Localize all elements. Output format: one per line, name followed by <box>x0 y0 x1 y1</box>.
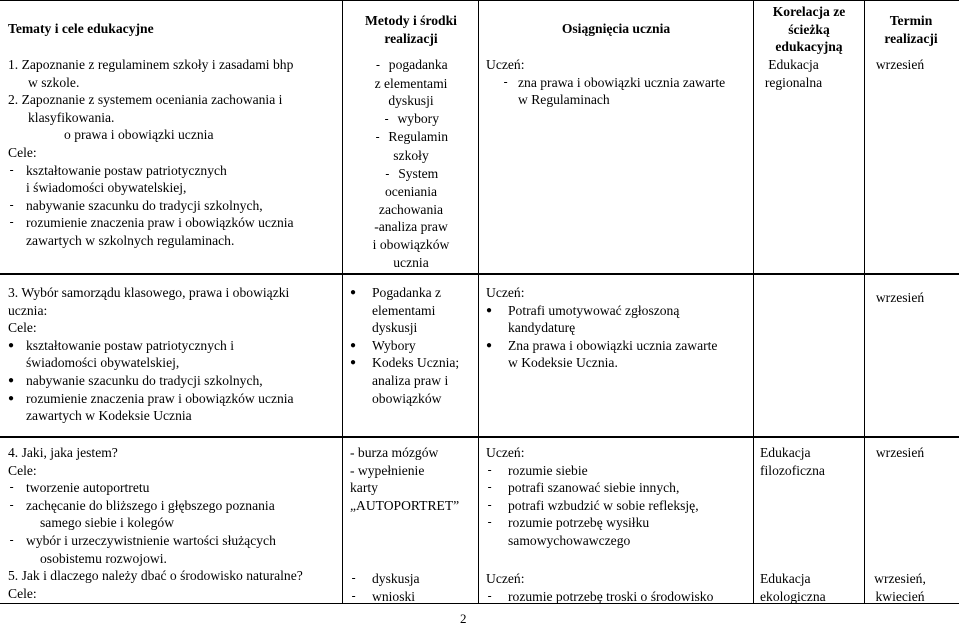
goal-item-cont: samego siebie i kolegów <box>40 515 175 531</box>
term-line: kwiecień <box>875 588 925 604</box>
method-item: ● Kodeks Ucznia; <box>350 355 460 371</box>
goal-item: - tworzenie autoportretu <box>8 480 150 496</box>
goal-item-cont: i świadomości obywatelskiej, <box>26 180 187 196</box>
goal-item: - nabywanie szacunku do tradycji szkolnych, <box>8 197 263 213</box>
row2-achievements <box>486 284 750 372</box>
method-item-cont: z elementami <box>374 75 448 91</box>
topic-item-2-cont: klasyfikowania. <box>28 109 115 125</box>
method-item-cont: analiza praw i <box>372 372 449 388</box>
col-divider-2 <box>478 0 479 604</box>
achievement-item: - rozumie siebie <box>486 462 588 478</box>
method-item: ● Wybory <box>350 337 416 353</box>
goal-item: - kształtowanie postaw patriotycznych <box>8 162 227 178</box>
row3-correlation-5 <box>760 570 860 605</box>
method-item-cont: i obowiązków <box>372 236 450 252</box>
row3-topics <box>8 444 340 602</box>
col-divider-4 <box>864 0 865 604</box>
goal-item: ● nabywanie szacunku do tradycji szkolnych, <box>8 372 263 388</box>
correlation-line: regionalna <box>764 74 823 90</box>
method-item: - System <box>383 165 439 181</box>
achievement-item-cont: w Kodeksie Ucznia. <box>508 355 618 371</box>
row1-methods <box>346 56 476 271</box>
method-item-cont: obowiązków <box>372 390 442 406</box>
method-item: - wnioski <box>350 588 416 604</box>
method-item: - wypełnienie <box>350 462 425 478</box>
method-item: -analiza praw <box>374 219 448 235</box>
topic-subitem: o prawa i obowiązki ucznia <box>64 127 214 143</box>
topic-title-cont: ucznia: <box>8 302 48 318</box>
row3-methods-5 <box>350 570 476 605</box>
achievements-label: Uczeń: <box>486 57 525 72</box>
goals-label: Cele: <box>8 585 37 601</box>
achievement-item: - rozumie potrzebę troski o środowisko <box>486 588 714 604</box>
achievement-item: - zna prawa i obowiązki ucznia zawarte <box>502 74 726 90</box>
topic-item-1: 1. Zapoznanie z regulaminem szkoły i zasadami bhp <box>8 57 294 72</box>
goal-item: - wybór i urzeczywistnienie wartości służących <box>8 532 276 548</box>
goal-item-cont: zawartych w Kodeksie Ucznia <box>26 408 192 424</box>
header-methods: Metody i środki realizacji <box>365 13 457 46</box>
achievement-item: - rozumie potrzebę wysiłku <box>486 515 650 531</box>
correlation-line: Edukacja <box>760 445 811 460</box>
row2-term: wrzesień <box>875 290 925 305</box>
goal-item-cont: świadomości obywatelskiej, <box>26 355 180 371</box>
goal-item-cont: zawartych w szkolnych regulaminach. <box>26 232 235 248</box>
method-item: ● Pogadanka z <box>350 285 442 300</box>
goals-label: Cele: <box>8 462 37 478</box>
goals-label: Cele: <box>8 320 37 336</box>
topic-item-1-cont: w szkole. <box>28 74 80 90</box>
row2-topics <box>8 284 340 425</box>
row1-achievements <box>486 56 750 109</box>
row1-term: wrzesień <box>875 57 925 72</box>
method-item-cont: karty <box>350 480 378 496</box>
row-divider-1 <box>0 273 959 275</box>
achievement-item: ● Zna prawa i obowiązki ucznia zawarte <box>486 337 718 353</box>
goals-label: Cele: <box>8 144 37 160</box>
achievements-label: Uczeń: <box>486 285 525 300</box>
achievements-label: Uczeń: <box>486 445 525 460</box>
goal-item: - zachęcanie do bliższego i głębszego poznania <box>8 497 275 513</box>
achievement-item: ● Potrafi umotywować zgłoszoną <box>486 302 680 318</box>
method-item-cont: szkoły <box>393 147 429 163</box>
topic-title: 4. Jaki, jaka jestem? <box>8 445 118 460</box>
achievement-item-cont: w Regulaminach <box>518 92 610 108</box>
method-item: - burza mózgów <box>350 445 439 460</box>
goal-item: - rozumienie znaczenia praw i obowiązków ucznia <box>8 215 294 231</box>
method-item-cont: oceniania <box>384 184 438 200</box>
row1-correlation <box>756 56 831 91</box>
row1-topics <box>8 56 340 250</box>
header-achievements: Osiągnięcia ucznia <box>561 21 671 36</box>
correlation-line: ekologiczna <box>760 588 826 604</box>
method-item-cont: „AUTOPORTRET” <box>350 497 460 513</box>
row3-term: wrzesień <box>875 445 925 460</box>
method-item-cont: elementami <box>372 302 436 318</box>
topic-title: 5. Jak i dlaczego należy dbać o środowisko naturalne? <box>8 568 303 584</box>
row3-methods <box>350 444 476 514</box>
row-divider-2 <box>0 436 959 438</box>
method-item: - Regulamin <box>373 129 449 145</box>
achievements-label: Uczeń: <box>486 571 525 586</box>
method-item-cont: zachowania <box>378 201 444 217</box>
header-topics: Tematy i cele edukacyjne <box>8 21 154 36</box>
row3-term-5 <box>866 570 934 605</box>
method-item-cont: ucznia <box>393 254 429 270</box>
achievement-item: - potrafi szanować siebie innych, <box>486 480 680 496</box>
row2-methods <box>350 284 476 407</box>
achievement-item-cont: kandydaturę <box>508 320 576 336</box>
col-divider-3 <box>753 0 754 604</box>
achievement-item: - potrafi wzbudzić w sobie refleksję, <box>486 497 699 513</box>
method-item: - pogadanka <box>374 57 448 72</box>
correlation-line: filozoficzna <box>760 462 825 478</box>
goal-item: ● kształtowanie postaw patriotycznych i <box>8 337 234 353</box>
topic-title: 3. Wybór samorządu klasowego, prawa i obowiązki <box>8 285 290 300</box>
method-item: - wybory <box>383 110 439 126</box>
col-divider-1 <box>342 0 343 604</box>
correlation-line: Edukacja <box>768 57 819 72</box>
method-item-cont: dyskusji <box>372 320 418 336</box>
row3-achievements-5 <box>486 570 750 605</box>
term-line: wrzesień, <box>874 571 926 586</box>
row3-correlation <box>760 444 860 479</box>
page-number: 2 <box>460 611 467 626</box>
correlation-line: Edukacja <box>760 571 811 586</box>
header-correlation: Korelacja ze ścieżką edukacyjną <box>772 4 846 55</box>
topic-item-2: 2. Zapoznanie z systemem oceniania zachowania i <box>8 92 283 108</box>
header-term: Termin realizacji <box>884 13 938 46</box>
table-border-top <box>0 0 959 1</box>
method-item: - dyskusja <box>350 571 420 586</box>
method-item-cont: dyskusji <box>388 93 434 109</box>
row3-achievements <box>486 444 750 550</box>
goal-item-cont: osobistemu rozwojowi. <box>40 550 167 566</box>
achievement-item-cont: samowychowawczego <box>508 532 631 548</box>
goal-item: ● rozumienie znaczenia praw i obowiązków ucznia <box>8 390 294 406</box>
